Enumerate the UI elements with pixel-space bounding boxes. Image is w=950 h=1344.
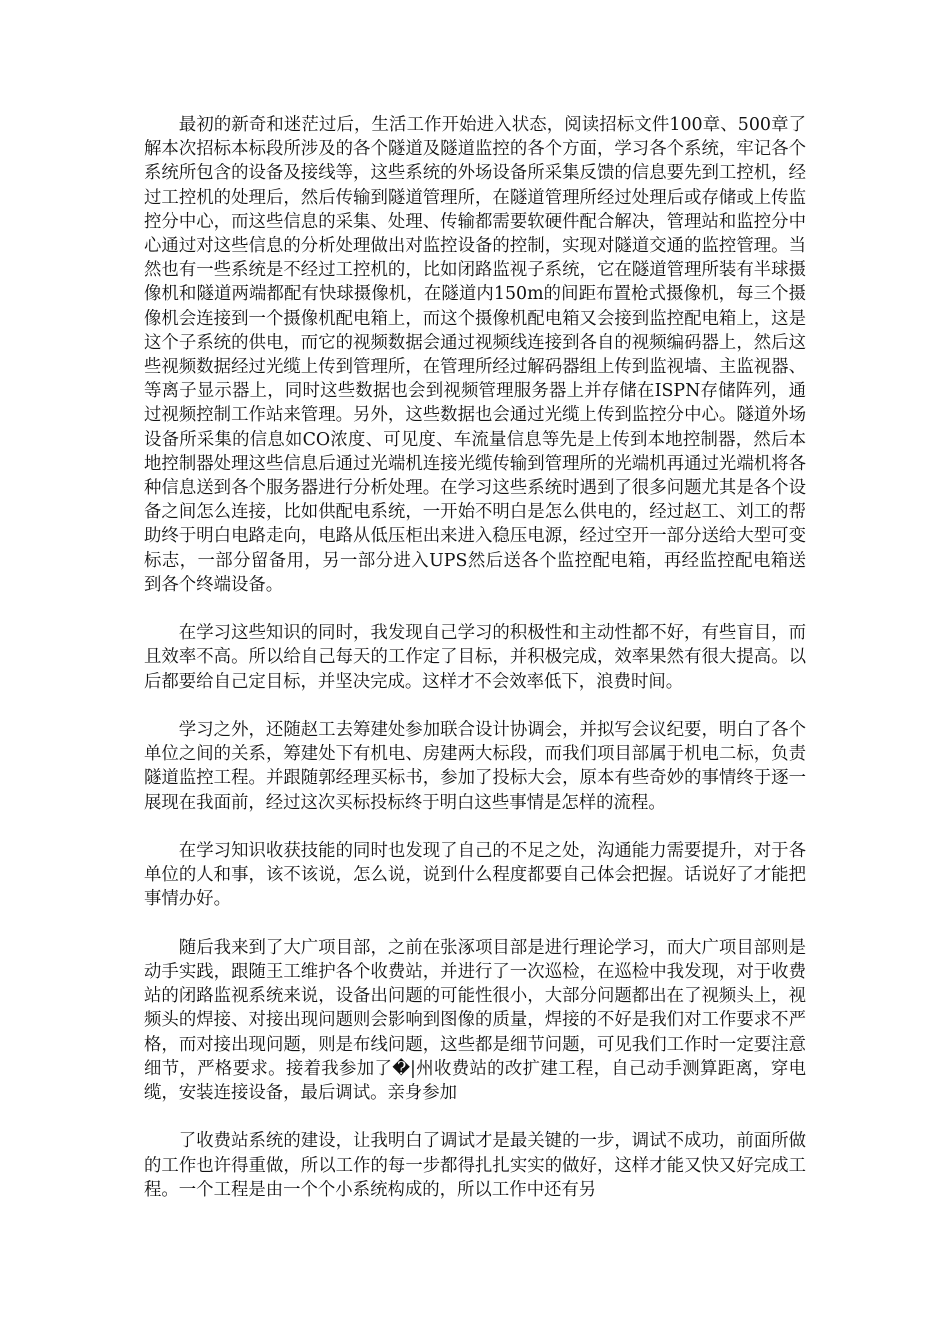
- paragraph-toll-station-debugging: 了收费站系统的建设，让我明白了调试才是最关键的一步，调试不成功，前面所做的工作也许得重做，所以工作的每一步都得扎扎实实的做好，这样才能又快又好完成工程。一个工程是由一个个小系统构成的，所以工作中还有另: [144, 1131, 806, 1200]
- paragraph-learning-efficiency: 在学习这些知识的同时，我发现自己学习的积极性和主动性都不好，有些盲目，而且效率不高。所以给自己每天的工作定了目标，并积极完成，效率果然有很大提高。以后都要给自己定目标，并坚决完成。这样才不会效率低下，浪费时间。: [144, 623, 806, 692]
- paragraph-communication-skills: 在学习知识收获技能的同时也发现了自己的不足之处，沟通能力需要提升，对于各单位的人和事，该不该说，怎么说，说到什么程度都要自己体会把握。话说好了才能把事情办好。: [144, 841, 806, 910]
- document-body: [144, 113, 806, 1202]
- paragraph-tunnel-systems: 最初的新奇和迷茫过后，生活工作开始进入状态，阅读招标文件100章、500章了解本次招标本标段所涉及的各个隧道及隧道监控的各个方面，学习各个系统，牢记各个系统所包含的设备及接线等，这些系统的外场设备所采集反馈的信息要先到工控机，经过工控机的处理后，然后传输到隧道管理所，在隧道管理所经过处理后或存储或上传监控分中心，而这些信息的采集、处理、传输都需要软硬件配合解决，管理站和监控分中心通过对这些信息的分析处理做出对监控设备的控制，实现对隧道交通的监控管理。当然也有一些系统是不经过工控机的，比如闭路监视子系统，它在隧道管理所装有半球摄像机和隧道两端都配有快球摄像机，在隧道内150m的间距布置枪式摄像机，每三个摄像机会连接到一个摄像机配电箱上，而这个摄像机配电箱又会接到监控配电箱上，这是这个子系统的供电，而它的视频数据会通过视频线连接到各自的视频编码器上，然后这些视频数据经过光缆上传到管理所，在管理所经过解码器组上传到监视墙、主监视器、等离子显示器上，同时这些数据也会到视频管理服务器上并存储在ISPN存储阵列，通过视频控制工作站来管理。另外，这些数据也会通过光缆上传到监控分中心。隧道外场设备所采集的信息如CO浓度、可见度、车流量信息等先是上传到本地控制器，然后本地控制器处理这些信息后通过光端机连接光缆传输到管理所的光端机再通过光端机将各种信息送到各个服务器进行分析处理。在学习这些系统时遇到了很多问题尤其是各个设备之间怎么连接，比如供配电系统，一开始不明白是怎么供电的，经过赵工、刘工的帮助终于明白电路走向，电路从低压柜出来进入稳压电源，经过空开一部分送给大型可变标志，一部分留备用，另一部分进入UPS然后送各个监控配电箱，再经监控配电箱送到各个终端设备。: [144, 115, 806, 595]
- paragraph-daguang-project: 随后我来到了大广项目部，之前在张涿项目部是进行理论学习，而大广项目部则是动手实践，跟随王工维护各个收费站，并进行了一次巡检，在巡检中我发现，对于收费站的闭路监视系统来说，设备出问题的可能性很小，大部分问题都出在了视频头上，视频头的焊接、对接出现问题则会影响到图像的质量，焊接的不好是我们对工作要求不严格，而对接出现问题，则是布线问题，这些都是细节问题，可见我们工作时一定要注意细节，严格要求。接着我参加了�|州收费站的改扩建工程，自己动手测算距离，穿电缆，安装连接设备，最后调试。亲身参加: [144, 937, 806, 1104]
- paragraph-coordination-meeting: 学习之外，还随赵工去筹建处参加联合设计协调会，并拟写会议纪要，明白了各个单位之间的关系，筹建处下有机电、房建两大标段，而我们项目部属于机电二标，负责隧道监控工程。并跟随郭经理买标书，参加了投标大会，原本有些奇妙的事情终于逐一展现在我面前，经过这次买标投标终于明白这些事情是怎样的流程。: [144, 720, 806, 813]
